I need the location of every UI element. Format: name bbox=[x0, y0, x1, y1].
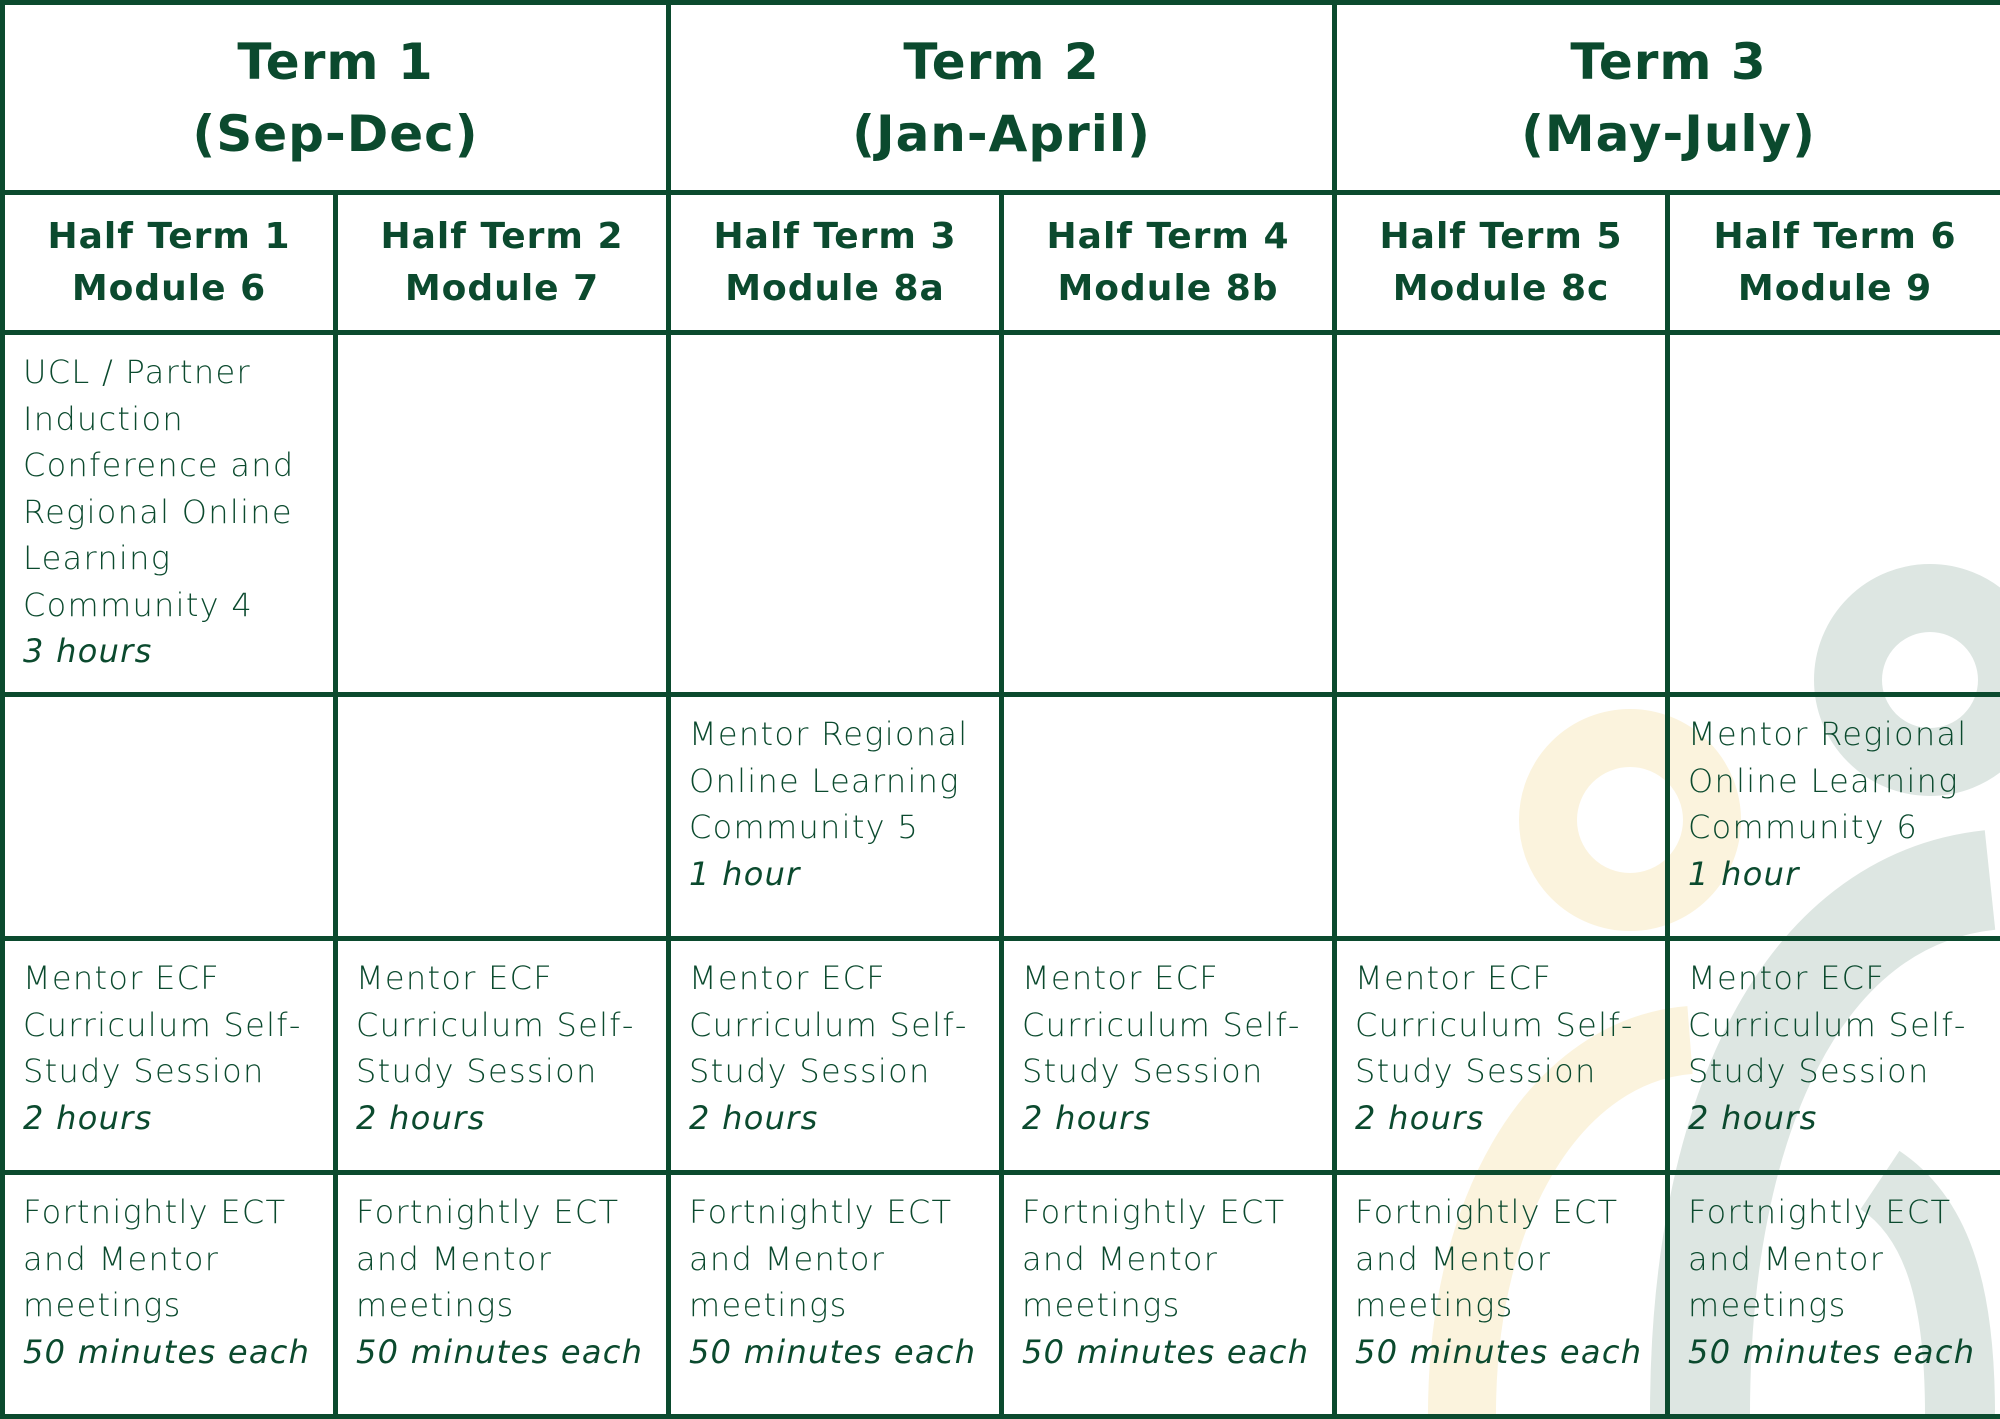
activity-duration: 50 minutes each bbox=[356, 1329, 650, 1376]
activity-duration: 1 hour bbox=[689, 851, 983, 898]
half-term-name: Half Term 2 bbox=[338, 211, 666, 263]
half-term-name: Half Term 6 bbox=[1670, 211, 2000, 263]
schedule-cell bbox=[1668, 333, 2000, 695]
schedule-cell bbox=[1668, 939, 2000, 1173]
half-term-name: Half Term 1 bbox=[5, 211, 333, 263]
activity-duration: 50 minutes each bbox=[1355, 1329, 1649, 1376]
activity-duration: 50 minutes each bbox=[1022, 1329, 1316, 1376]
activity-duration: 3 hours bbox=[23, 628, 317, 675]
half-term-header-row bbox=[3, 193, 2000, 333]
activity-duration: 2 hours bbox=[689, 1095, 983, 1142]
half-term-header-5 bbox=[1335, 193, 1668, 333]
schedule-cell bbox=[3, 333, 336, 695]
activity-text: Fortnightly ECT and Mentor meetings bbox=[1022, 1189, 1316, 1329]
schedule-cell bbox=[1002, 1173, 1335, 1417]
schedule-cell bbox=[336, 695, 669, 939]
term-title: Term 2 bbox=[671, 26, 1332, 98]
activity-duration: 2 hours bbox=[1688, 1095, 1984, 1142]
activity-text: Fortnightly ECT and Mentor meetings bbox=[356, 1189, 650, 1329]
schedule-row-meetings bbox=[3, 1173, 2000, 1417]
schedule-cell bbox=[1668, 1173, 2000, 1417]
activity-duration: 50 minutes each bbox=[1688, 1329, 1984, 1376]
activity-text: UCL / Partner Induction Conference and Regional Online Learning Community 4 bbox=[23, 349, 317, 628]
activity-duration: 2 hours bbox=[1022, 1095, 1316, 1142]
schedule-row-mentor-regional bbox=[3, 695, 2000, 939]
half-term-name: Half Term 4 bbox=[1004, 211, 1332, 263]
term-header-2 bbox=[669, 3, 1335, 193]
activity-text: Mentor ECF Curriculum Self- Study Session bbox=[356, 955, 650, 1095]
schedule-cell bbox=[1002, 333, 1335, 695]
schedule-cell bbox=[3, 1173, 336, 1417]
schedule-cell bbox=[1335, 1173, 1668, 1417]
schedule-cell bbox=[1002, 695, 1335, 939]
module-name: Module 6 bbox=[5, 263, 333, 315]
term-title: Term 3 bbox=[1337, 26, 2000, 98]
activity-text: Mentor ECF Curriculum Self- Study Session bbox=[23, 955, 317, 1095]
half-term-header-3 bbox=[669, 193, 1002, 333]
schedule-cell bbox=[1335, 695, 1668, 939]
activity-duration: 2 hours bbox=[356, 1095, 650, 1142]
schedule-cell bbox=[336, 939, 669, 1173]
activity-duration: 1 hour bbox=[1688, 851, 1984, 898]
schedule-row-self-study bbox=[3, 939, 2000, 1173]
term-header-3 bbox=[1335, 3, 2000, 193]
half-term-header-1 bbox=[3, 193, 336, 333]
term-period: (May-July) bbox=[1337, 98, 2000, 170]
module-name: Module 8a bbox=[671, 263, 999, 315]
schedule-cell bbox=[336, 1173, 669, 1417]
half-term-header-2 bbox=[336, 193, 669, 333]
schedule-cell bbox=[669, 333, 1002, 695]
term-period: (Jan-April) bbox=[671, 98, 1332, 170]
schedule-cell bbox=[3, 695, 336, 939]
activity-text: Mentor ECF Curriculum Self- Study Session bbox=[689, 955, 983, 1095]
schedule-row-induction bbox=[3, 333, 2000, 695]
activity-text: Mentor ECF Curriculum Self- Study Session bbox=[1688, 955, 1984, 1095]
schedule-cell bbox=[1335, 939, 1668, 1173]
term-title: Term 1 bbox=[5, 26, 666, 98]
term-header-1 bbox=[3, 3, 669, 193]
activity-duration: 50 minutes each bbox=[689, 1329, 983, 1376]
activity-duration: 50 minutes each bbox=[23, 1329, 317, 1376]
schedule-cell bbox=[3, 939, 336, 1173]
schedule-cell bbox=[1668, 695, 2000, 939]
half-term-name: Half Term 5 bbox=[1337, 211, 1665, 263]
schedule-cell bbox=[336, 333, 669, 695]
module-name: Module 8c bbox=[1337, 263, 1665, 315]
activity-text: Fortnightly ECT and Mentor meetings bbox=[1355, 1189, 1649, 1329]
activity-duration: 2 hours bbox=[1355, 1095, 1649, 1142]
half-term-name: Half Term 3 bbox=[671, 211, 999, 263]
half-term-header-4 bbox=[1002, 193, 1335, 333]
activity-duration: 2 hours bbox=[23, 1095, 317, 1142]
schedule-cell bbox=[669, 695, 1002, 939]
schedule-cell bbox=[1335, 333, 1668, 695]
activity-text: Fortnightly ECT and Mentor meetings bbox=[23, 1189, 317, 1329]
schedule-cell bbox=[1002, 939, 1335, 1173]
half-term-header-6 bbox=[1668, 193, 2000, 333]
schedule-cell bbox=[669, 1173, 1002, 1417]
activity-text: Mentor Regional Online Learning Community 6 bbox=[1688, 711, 1984, 851]
module-name: Module 8b bbox=[1004, 263, 1332, 315]
activity-text: Fortnightly ECT and Mentor meetings bbox=[1688, 1189, 1984, 1329]
term-header-row bbox=[3, 3, 2000, 193]
module-name: Module 9 bbox=[1670, 263, 2000, 315]
activity-text: Mentor ECF Curriculum Self- Study Session bbox=[1022, 955, 1316, 1095]
activity-text: Fortnightly ECT and Mentor meetings bbox=[689, 1189, 983, 1329]
schedule-cell bbox=[669, 939, 1002, 1173]
module-name: Module 7 bbox=[338, 263, 666, 315]
activity-text: Mentor Regional Online Learning Community 5 bbox=[689, 711, 983, 851]
activity-text: Mentor ECF Curriculum Self- Study Session bbox=[1355, 955, 1649, 1095]
term-period: (Sep-Dec) bbox=[5, 98, 666, 170]
